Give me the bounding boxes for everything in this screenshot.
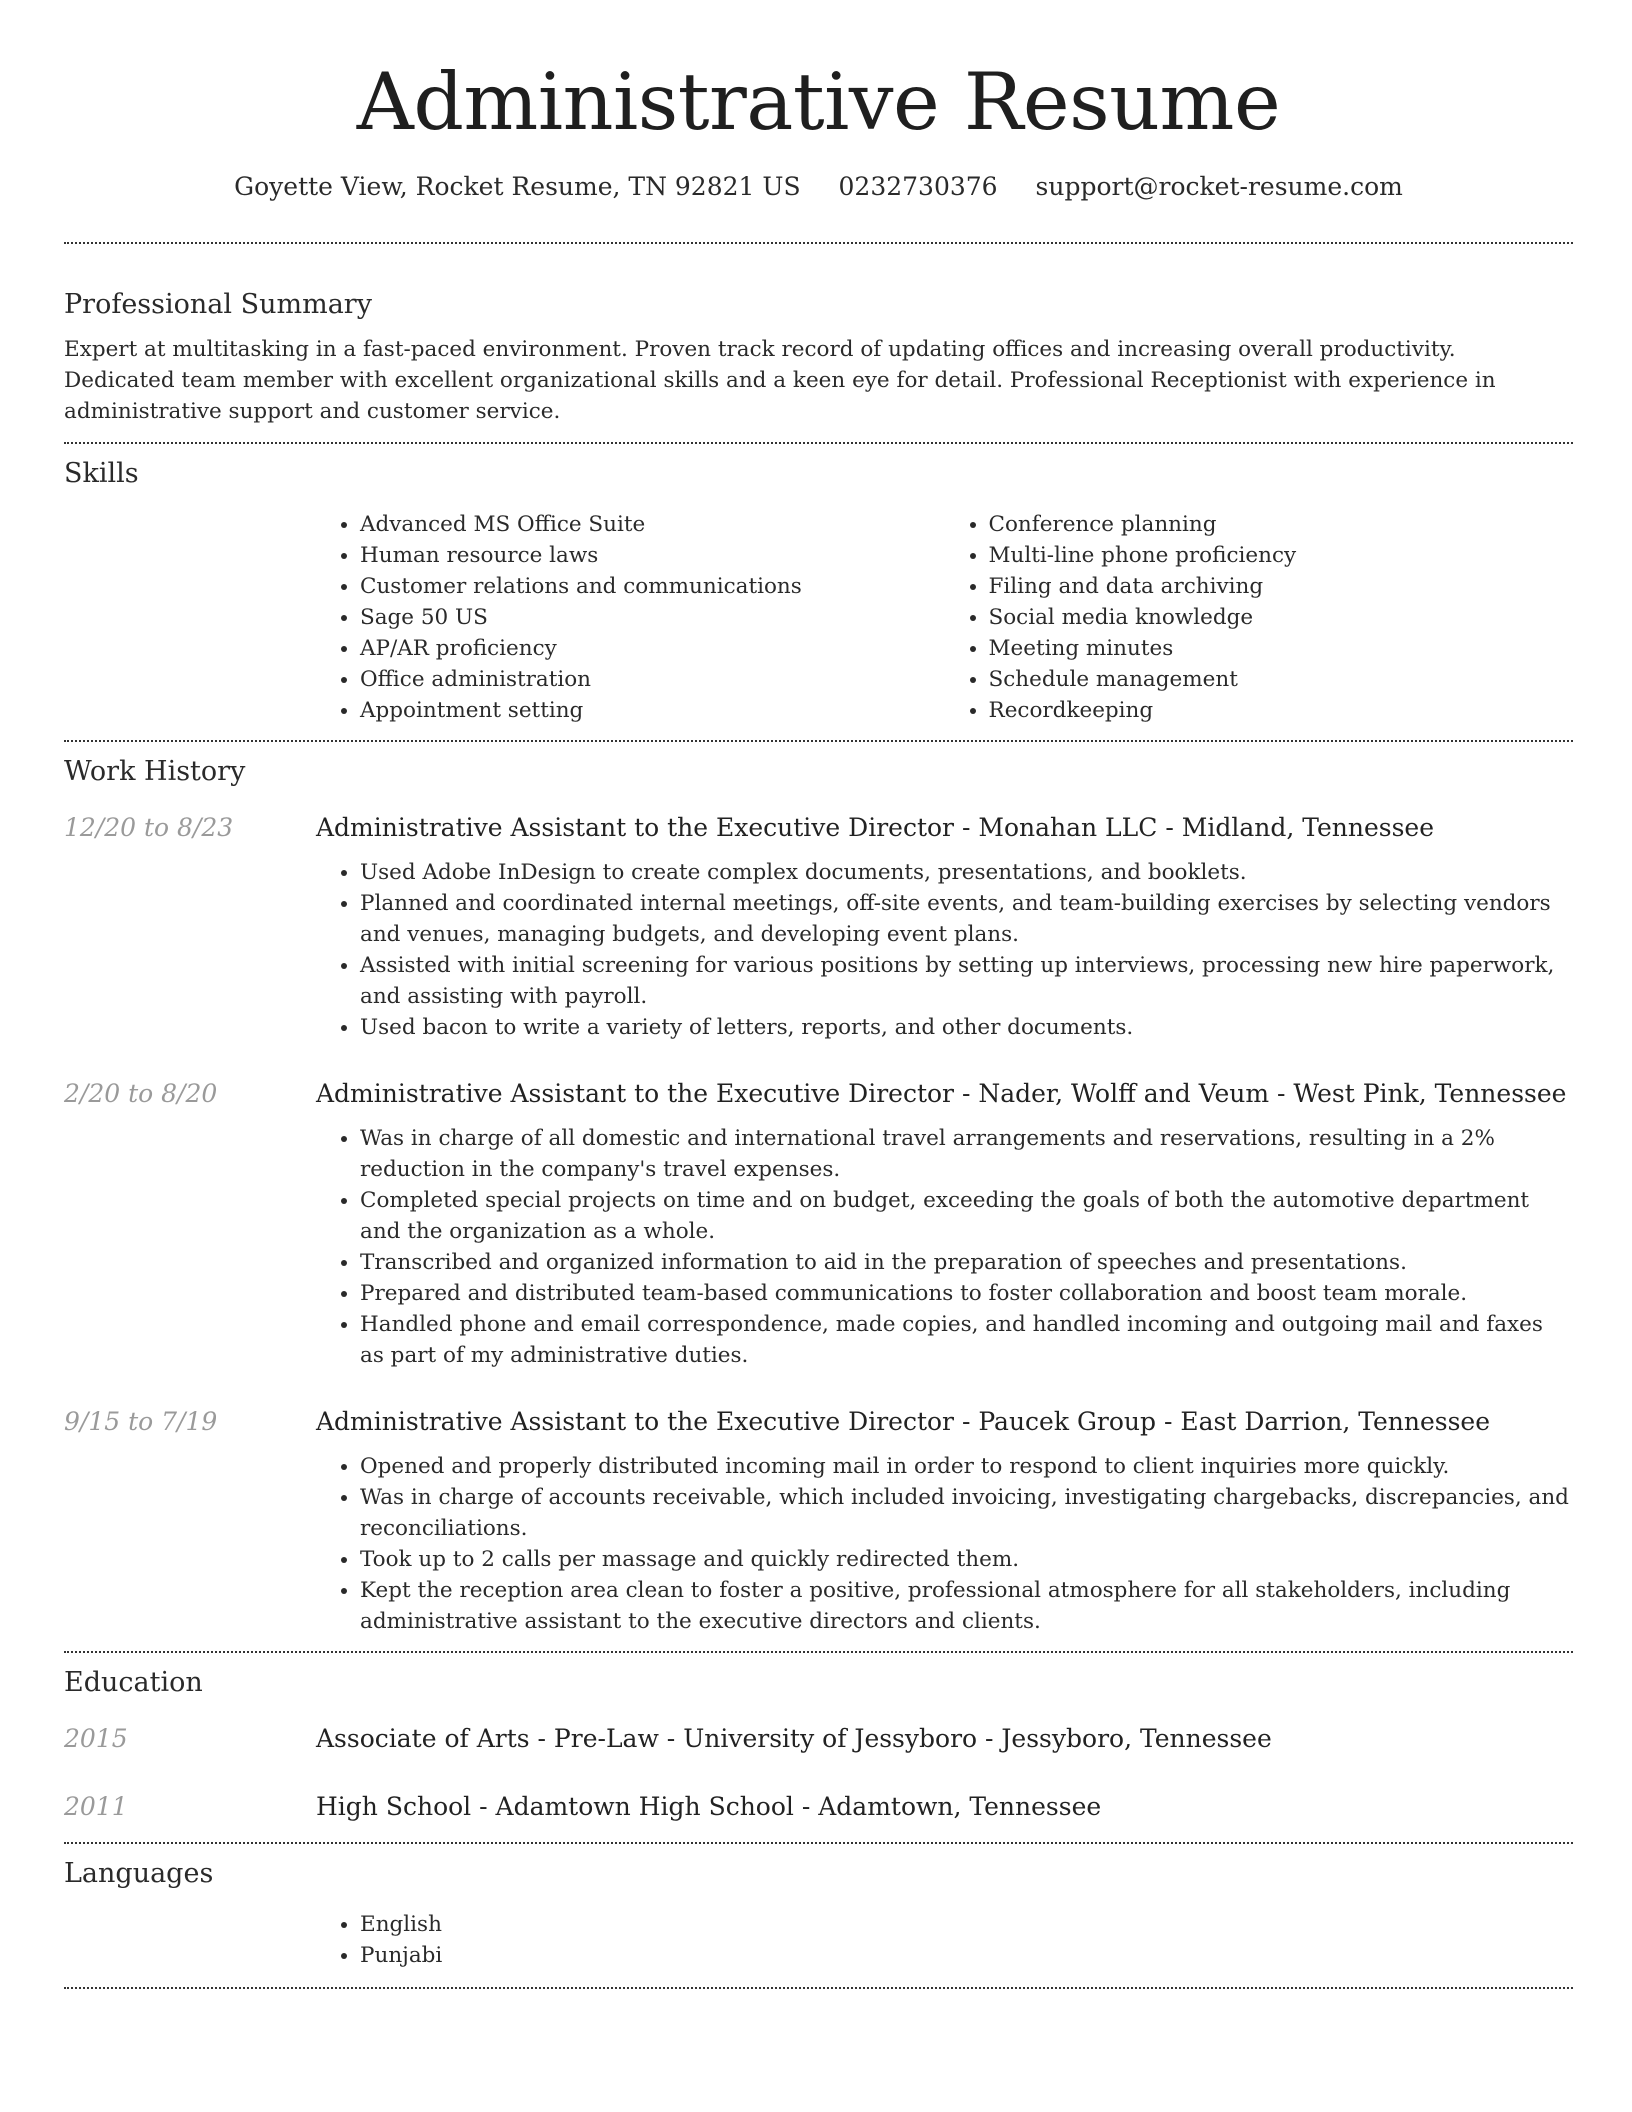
section-title-languages: Languages [64, 1858, 214, 1889]
job-entry [64, 1405, 1573, 1637]
job-heading: Administrative Assistant to the Executive Director - Monahan LLC - Midland, Tennessee [316, 813, 1434, 842]
language-item: • Punjabi [360, 1940, 1573, 1971]
divider [64, 242, 1573, 244]
skills-list-left [316, 509, 945, 726]
skill-item: • Meeting minutes [989, 633, 1574, 664]
skill-item: • Sage 50 US [360, 602, 945, 633]
job-body [316, 811, 1573, 1043]
section-title-education: Education [64, 1667, 203, 1698]
job-bullets [316, 1451, 1573, 1637]
skill-item: • Multi-line phone proficiency [989, 540, 1574, 571]
job-bullet: • Assisted with initial screening for various positions by setting up interviews, processing new hire paperwork, and assisting with payroll. [360, 950, 1573, 1012]
job-bullet: • Was in charge of all domestic and international travel arrangements and reservations, resulting in a 2% reduction in the company's travel expenses. [360, 1123, 1573, 1185]
contact-phone: 0232730376 [838, 172, 998, 201]
job-bullet: • Completed special projects on time and on budget, exceeding the goals of both the automotive department and the organization as a whole. [360, 1185, 1573, 1247]
skill-item: • Social media knowledge [989, 602, 1574, 633]
education-year: 2011 [64, 1792, 128, 1821]
skills-columns [316, 509, 1573, 726]
job-body [316, 1405, 1573, 1637]
divider [64, 442, 1573, 444]
contact-line [64, 170, 1573, 204]
job-bullet: • Transcribed and organized information to aid in the preparation of speeches and presentations. [360, 1247, 1573, 1278]
divider [64, 1651, 1573, 1653]
section-title-work: Work History [64, 756, 246, 787]
job-bullet: • Used bacon to write a variety of letters, reports, and other documents. [360, 1012, 1573, 1043]
job-bullet: • Used Adobe InDesign to create complex documents, presentations, and booklets. [360, 857, 1573, 888]
job-body [316, 1077, 1573, 1371]
language-item: • English [360, 1909, 1573, 1940]
skill-item: • Recordkeeping [989, 695, 1574, 726]
section-title-skills: Skills [64, 458, 139, 489]
skill-item: • Human resource laws [360, 540, 945, 571]
contact-email: support@rocket-resume.com [1035, 172, 1403, 201]
job-heading: Administrative Assistant to the Executive Director - Paucek Group - East Darrion, Tennessee [316, 1407, 1490, 1436]
skills-list-right [945, 509, 1574, 726]
skill-item: • Filing and data archiving [989, 571, 1574, 602]
skill-item: • Conference planning [989, 509, 1574, 540]
resume-page [64, 0, 1573, 1989]
job-bullets [316, 857, 1573, 1043]
skill-item: • Appointment setting [360, 695, 945, 726]
skill-item: • Customer relations and communications [360, 571, 945, 602]
job-bullet: • Opened and properly distributed incoming mail in order to respond to client inquiries more quickly. [360, 1451, 1573, 1482]
languages-list [316, 1909, 1573, 1971]
resume-title: Administrative Resume [356, 56, 1281, 148]
job-bullet: • Handled phone and email correspondence, made copies, and handled incoming and outgoing mail and faxes as part of my administrative duties. [360, 1309, 1573, 1371]
summary-text: Expert at multitasking in a fast-paced environment. Proven track record of updating offices and increasing overall productivity. Dedicated team member with excellent organizational skills and a keen eye for detail. Professional Receptionist with experience in administrative support and customer service. [64, 337, 1496, 424]
skill-item: • Office administration [360, 664, 945, 695]
job-bullet: • Prepared and distributed team-based communications to foster collaboration and boost team morale. [360, 1278, 1573, 1309]
job-entry [64, 1077, 1573, 1371]
section-title-summary: Professional Summary [64, 289, 372, 320]
job-bullet: • Planned and coordinated internal meetings, off-site events, and team-building exercises by selecting vendors and venues, managing budgets, and developing event plans. [360, 888, 1573, 950]
skill-item: • Schedule management [989, 664, 1574, 695]
job-bullet: • Kept the reception area clean to foster a positive, professional atmosphere for all stakeholders, including administrative assistant to the executive directors and clients. [360, 1575, 1573, 1637]
job-entry [64, 811, 1573, 1043]
divider [64, 740, 1573, 742]
job-dates: 2/20 to 8/20 [64, 1079, 218, 1108]
contact-address: Goyette View, Rocket Resume, TN 92821 US [234, 172, 801, 201]
skill-item: • AP/AR proficiency [360, 633, 945, 664]
job-dates: 9/15 to 7/19 [64, 1407, 218, 1436]
job-bullet: • Was in charge of accounts receivable, which included invoicing, investigating chargebacks, discrepancies, and reconciliations. [360, 1482, 1573, 1544]
job-bullet: • Took up to 2 calls per massage and quickly redirected them. [360, 1544, 1573, 1575]
job-heading: Administrative Assistant to the Executive Director - Nader, Wolff and Veum - West Pink, Tennessee [316, 1079, 1567, 1108]
divider [64, 1987, 1573, 1989]
education-heading: High School - Adamtown High School - Adamtown, Tennessee [316, 1792, 1102, 1821]
job-dates: 12/20 to 8/23 [64, 813, 234, 842]
education-entry [64, 1790, 1573, 1824]
skill-item: • Advanced MS Office Suite [360, 509, 945, 540]
education-year: 2015 [64, 1724, 128, 1753]
education-heading: Associate of Arts - Pre-Law - University of Jessyboro - Jessyboro, Tennessee [316, 1724, 1272, 1753]
education-entry [64, 1722, 1573, 1756]
divider [64, 1842, 1573, 1844]
job-bullets [316, 1123, 1573, 1371]
